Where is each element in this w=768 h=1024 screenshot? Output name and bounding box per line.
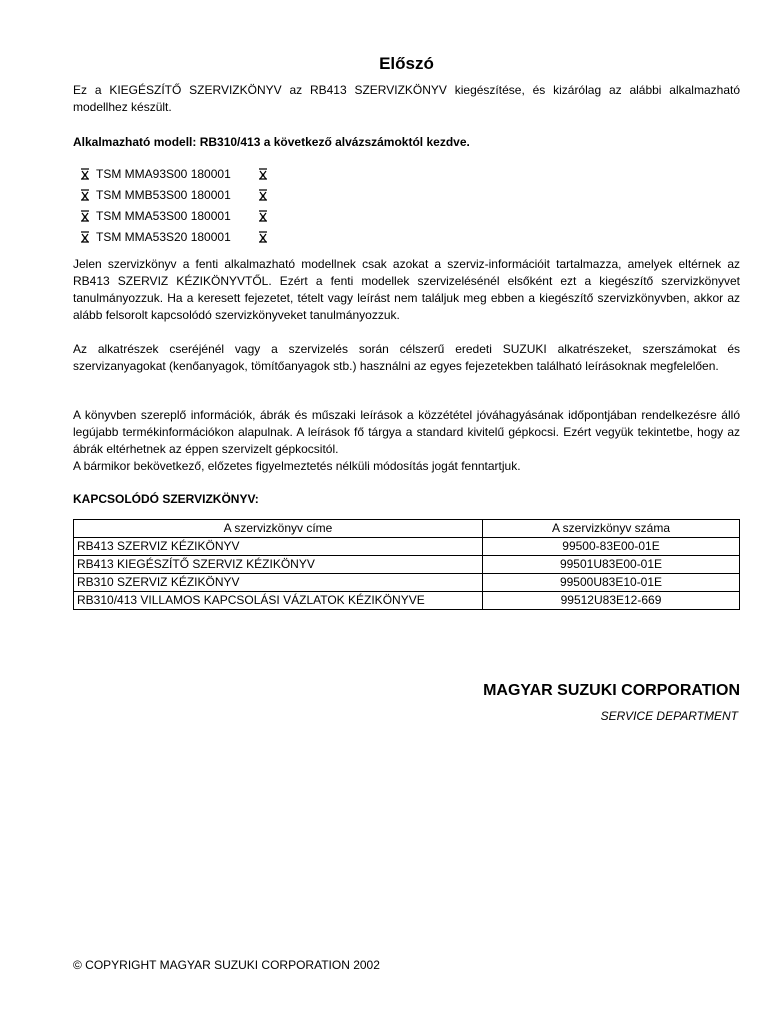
- vehicle-mark-icon: [78, 230, 92, 244]
- vehicle-mark-icon: [256, 230, 270, 244]
- manual-number-cell: 99500U83E10-01E: [483, 574, 740, 592]
- related-manuals-table: [73, 519, 740, 610]
- table-row: [74, 592, 740, 610]
- model-code: TSM MMA53S00 180001: [96, 208, 231, 223]
- department-name: SERVICE DEPARTMENT: [600, 709, 738, 723]
- manual-number-cell: 99500-83E00-01E: [483, 538, 740, 556]
- vehicle-mark-icon: [78, 209, 92, 223]
- table-row: [74, 556, 740, 574]
- list-item: [78, 163, 378, 184]
- vehicle-mark-icon: [78, 167, 92, 181]
- list-item: [78, 205, 378, 226]
- model-code: TSM MMA93S00 180001: [96, 166, 231, 181]
- vehicle-mark-icon: [78, 188, 92, 202]
- manual-title-cell: RB413 SZERVIZ KÉZIKÖNYV: [74, 538, 483, 556]
- intro-paragraph: Ez a KIEGÉSZÍTŐ SZERVIZKÖNYV az RB413 SZERVIZKÖNYV kiegészítése, és kizárólag az alábbi alkalmazható modellhez készült.: [73, 83, 740, 114]
- table-header-row: [74, 520, 740, 538]
- manual-number-cell: 99501U83E00-01E: [483, 556, 740, 574]
- table-row: [74, 574, 740, 592]
- paragraph-parts: Az alkatrészek cseréjénél vagy a szervizelés során célszerű eredeti SUZUKI alkatrészeket, szerszámokat és szervizanyagokat (kenőanyagok, tömítőanyagok stb.) használni az egyes fejezetekben található leírásoknak megfelelően.: [73, 342, 740, 373]
- model-list: [78, 163, 378, 247]
- manual-number-cell: 99512U83E12-669: [483, 592, 740, 610]
- model-code: TSM MMA53S20 180001: [96, 229, 231, 244]
- list-item: [78, 226, 378, 247]
- vehicle-mark-icon: [256, 188, 270, 202]
- company-name: MAGYAR SUZUKI CORPORATION: [483, 682, 740, 699]
- vehicle-mark-icon: [256, 167, 270, 181]
- paragraph-modification: A bármikor bekövetkező, előzetes figyelmeztetés nélküli módosítás jogát fenntartjuk.: [73, 459, 521, 473]
- paragraph-scope: Jelen szervizkönyv a fenti alkalmazható modellnek csak azokat a szerviz-információit tartalmazza, amelyek eltérnek az RB413 SZERVIZ KÉZIKÖNYVTŐL. Ezért a fenti modellek szervizelésénél elsőként ezt a kiegészítő szervizkönyvet tanulmányozzuk. Ha a keresett fejezetet, tételt vagy leírást nem találjuk meg ebben a kiegészítő szervizkönyvben, akkor az alább felsorolt kapcsolódó szervizkönyveket tanulmányozzuk.: [73, 257, 740, 322]
- paragraph-information: A könyvben szereplő információk, ábrák és műszaki leírások a közzététel jóváhagyásának időpontjában rendelkezésre álló legújabb termékinformációkon alapulnak. A leírások fő tárgya a standard kivitelű gépkocsi. Ezért vegyük tekintetbe, hogy az ábrák eltérhetnek az éppen szervizelt gépkocsitól.: [73, 408, 740, 456]
- document-page: [73, 0, 740, 1024]
- table-row: [74, 538, 740, 556]
- vehicle-mark-icon: [256, 209, 270, 223]
- manual-title-cell: RB310/413 VILLAMOS KAPCSOLÁSI VÁZLATOK KÉZIKÖNYVE: [74, 592, 483, 610]
- manual-title-cell: RB310 SZERVIZ KÉZIKÖNYV: [74, 574, 483, 592]
- page-title: Előszó: [379, 54, 434, 73]
- list-item: [78, 184, 378, 205]
- applicable-model-heading: Alkalmazható modell: RB310/413 a következő alvázszámoktól kezdve.: [73, 135, 470, 149]
- model-code: TSM MMB53S00 180001: [96, 187, 231, 202]
- column-header-title: A szervizkönyv címe: [74, 520, 483, 538]
- manual-title-cell: RB413 KIEGÉSZÍTŐ SZERVIZ KÉZIKÖNYV: [74, 556, 483, 574]
- copyright-notice: © COPYRIGHT MAGYAR SUZUKI CORPORATION 2002: [73, 958, 380, 972]
- related-manuals-heading: KAPCSOLÓDÓ SZERVIZKÖNYV:: [73, 492, 259, 506]
- column-header-number: A szervizkönyv száma: [483, 520, 740, 538]
